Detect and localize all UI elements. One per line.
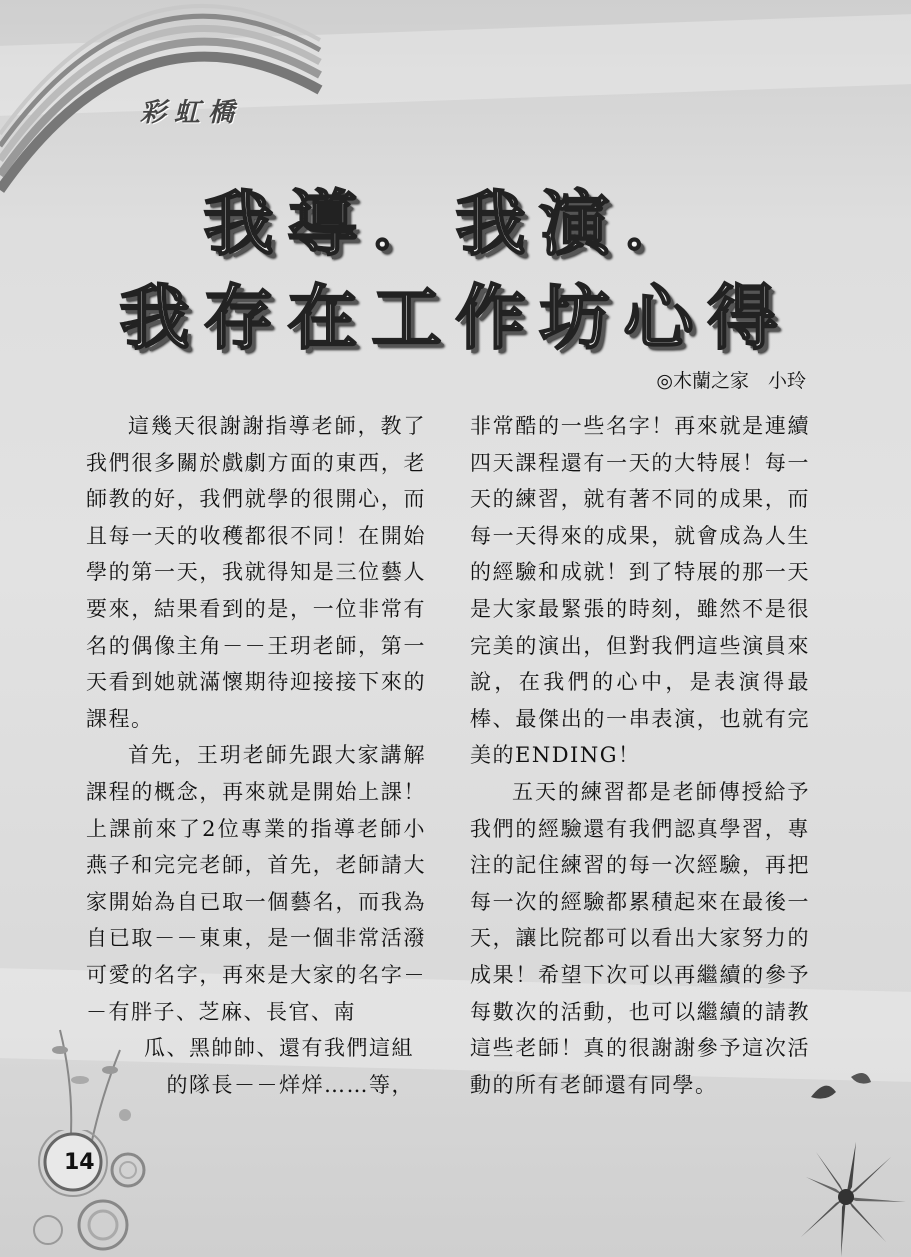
paragraph: 這幾天很謝謝指導老師，教了我們很多關於戲劇方面的東西，老師教的好，我們就學的很開心，而且每一天的收穫都很不同！在開始學的第一天，我就得知是三位藝人要來，結果看到的是，一位非常有名的偶像主角－－王玥老師，第一天看到她就滿懷期待迎接接下來的課程。	[86, 414, 426, 731]
left-column	[86, 408, 426, 1103]
article-title-line2: 我存在工作坊心得	[119, 277, 792, 359]
byline: ◎木蘭之家 小玲	[656, 370, 806, 392]
section-label: 彩虹橋	[140, 98, 243, 128]
paragraph: 首先，王玥老師先跟大家講解課程的概念，再來就是開始上課！上課前來了2位專業的指導老師小燕子和完完老師，首先，老師請大家開始為自已取一個藝名，而我為自已取－－東東，是一個非常活潑可愛的名字，再來是大家的名字－－有胖子、芝麻、長官、南	[86, 743, 426, 1024]
paragraph: 五天的練習都是老師傳授給予我們的經驗還有我們認真學習，專注的記住練習的每一次經驗，再把每一次的經驗都累積起來在最後一天，讓比院都可以看出大家努力的成果！希望下次可以再繼續的參予每數次的活動，也可以繼續的請教這些老師！真的很謝謝參予這次活動的所有老師還有同學。	[470, 779, 810, 1097]
page-number: 14	[64, 1150, 95, 1175]
page-number-badge	[28, 1130, 158, 1257]
article-title-line1: 我導．我演．	[203, 183, 708, 265]
right-column	[470, 408, 810, 1103]
paragraph-continuation: 的隊長－－烊烊……等，	[166, 1072, 414, 1097]
paragraph: 非常酷的一些名字！再來就是連續四天課程還有一天的大特展！每一天的練習，就有著不同的成果，而每一天得來的成果，就會成為人生的經驗和成就！到了特展的那一天是大家最緊張的時刻，雖然不是很完美的演出，但對我們這些演員來說，在我們的心中，是表演得最棒、最傑出的一串表演，也就有完美的ENDING！	[470, 414, 810, 768]
plant-decoration	[30, 1010, 170, 1150]
flower-decoration	[751, 1057, 911, 1257]
paragraph-continuation: 瓜、黑帥帥、還有我們這組	[144, 1036, 414, 1061]
